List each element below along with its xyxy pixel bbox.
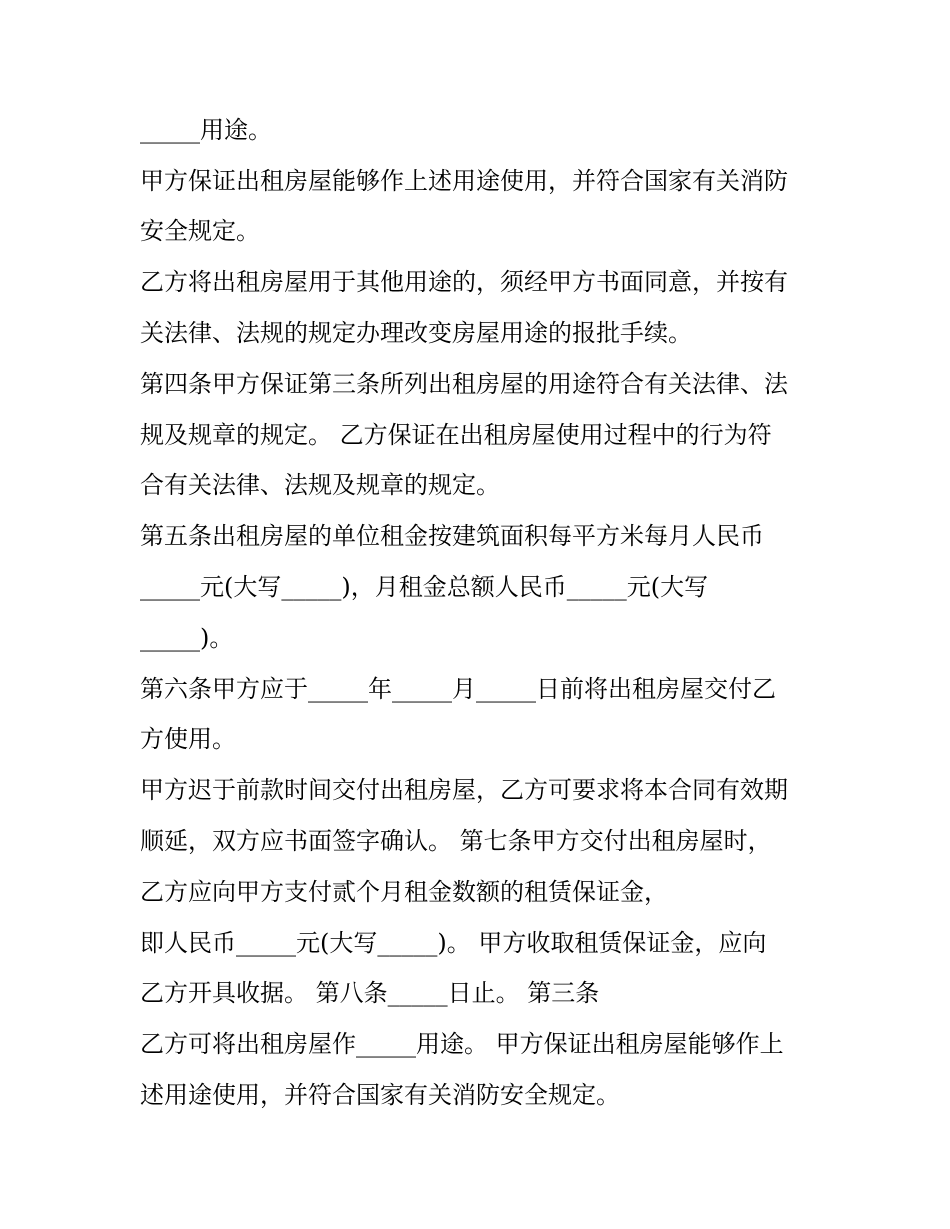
text-line: 第五条出租房屋的单位租金按建筑面积每平方米每月人民币: [140, 522, 764, 550]
text-line: 第四条甲方保证第三条所列出租房屋的用途符合有关法律、法: [140, 370, 788, 398]
text-line: _____元(大写_____)，月租金总额人民币_____元(大写: [140, 573, 709, 601]
text-line: 乙方应向甲方支付贰个月租金数额的租赁保证金，: [140, 878, 668, 906]
text-line: 顺延，双方应书面签字确认。 第七条甲方交付出租房屋时，: [140, 827, 772, 855]
text-line: 安全规定。: [140, 217, 260, 245]
text-line: 方使用。: [140, 725, 236, 753]
text-line: 第六条甲方应于_____年_____月_____日前将出租房屋交付乙: [140, 675, 776, 703]
text-line: 乙方开具收据。 第八条_____日止。 第三条: [140, 979, 600, 1007]
text-line: 即人民币_____元(大写_____)。 甲方收取租赁保证金，应向: [140, 929, 767, 957]
text-line: 乙方将出租房屋用于其他用途的，须经甲方书面同意，并按有: [140, 268, 788, 296]
text-line: 合有关法律、法规及规章的规定。: [140, 471, 500, 499]
text-line: 规及规章的规定。 乙方保证在出租房屋使用过程中的行为符: [140, 421, 772, 449]
text-line: 乙方可将出租房屋作_____用途。 甲方保证出租房屋能够作上: [140, 1030, 784, 1058]
text-line: 甲方迟于前款时间交付出租房屋，乙方可要求将本合同有效期: [140, 776, 788, 804]
text-line: _____用途。: [140, 116, 272, 144]
text-line: 甲方保证出租房屋能够作上述用途使用，并符合国家有关消防: [140, 167, 788, 195]
text-line: 述用途使用，并符合国家有关消防安全规定。: [140, 1081, 620, 1109]
text-line: _____)。: [140, 624, 234, 652]
text-line: 关法律、法规的规定办理改变房屋用途的报批手续。: [140, 319, 692, 347]
